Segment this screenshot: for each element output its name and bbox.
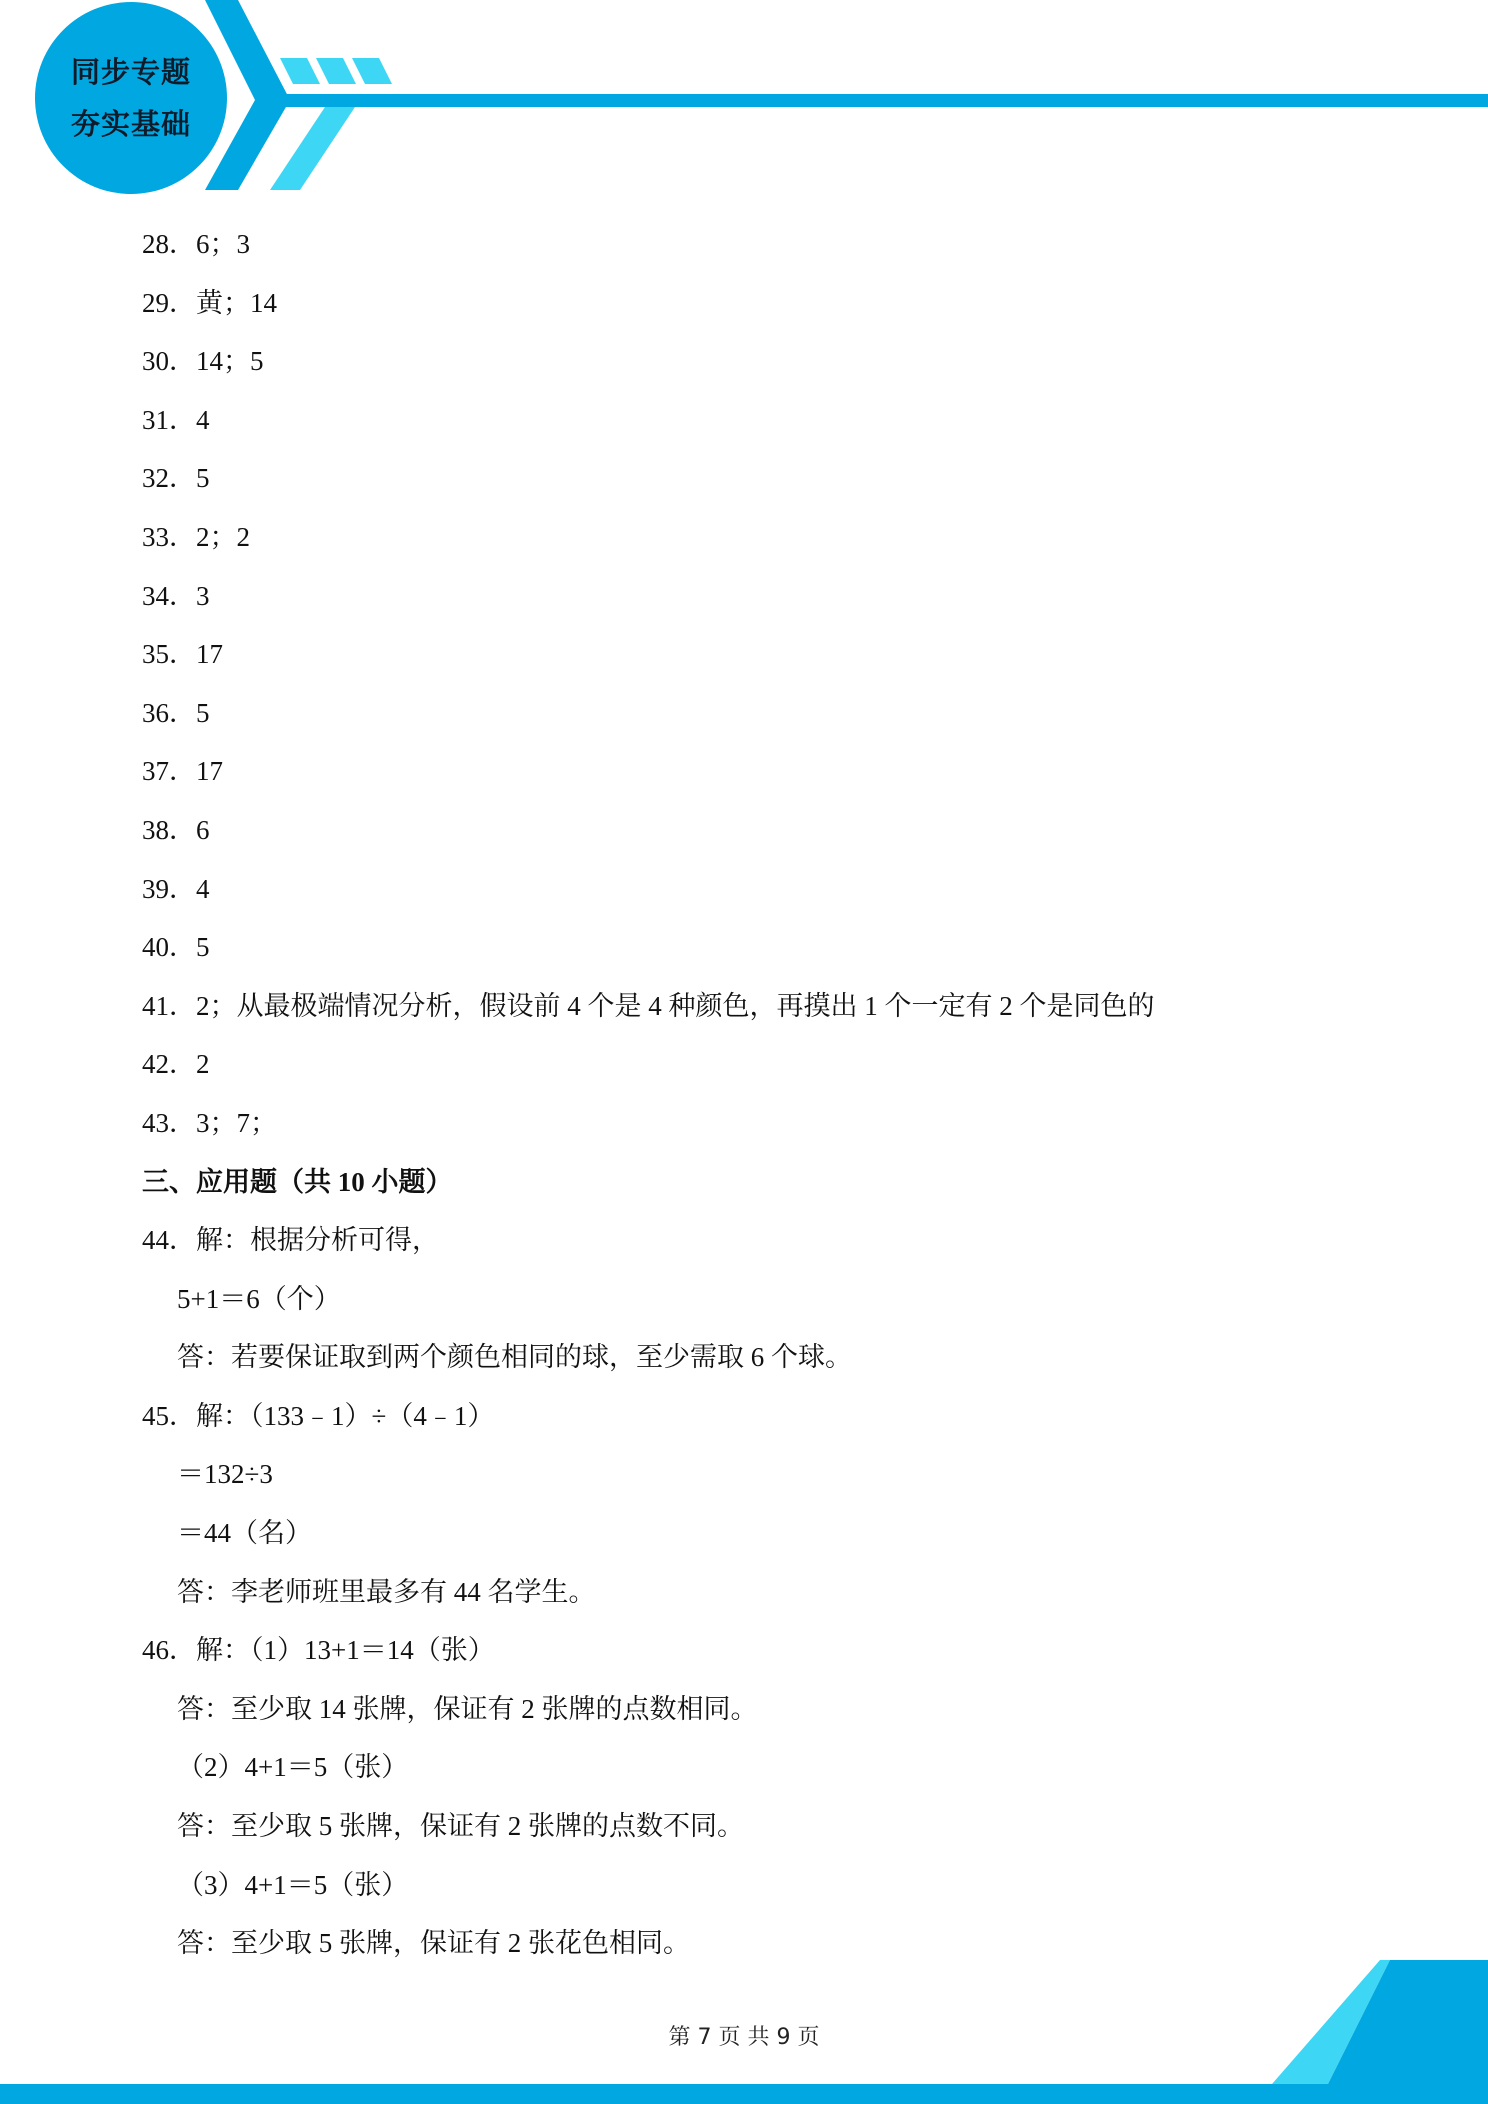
answer-line: （2）4+1＝5（张） xyxy=(177,1752,409,1783)
answer-content xyxy=(142,220,1342,1978)
answer-line: ＝132÷3 xyxy=(177,1459,273,1490)
answer-line: 32．5 xyxy=(142,463,210,494)
answer-line: 38．6 xyxy=(142,814,210,845)
header-accent-stripe xyxy=(270,107,355,190)
answer-line: （3）4+1＝5（张） xyxy=(177,1869,409,1900)
answer-line: 44．解：根据分析可得， xyxy=(142,1225,439,1256)
answer-line: 40．5 xyxy=(142,932,210,963)
answer-line: 39．4 xyxy=(142,873,210,904)
answer-line: 答：李老师班里最多有 44 名学生。 xyxy=(177,1576,596,1607)
answer-line: 37．17 xyxy=(142,756,223,787)
answer-line: 41．2；从最极端情况分析，假设前 4 个是 4 种颜色，再摸出 1 个一定有 2 个是同色的 xyxy=(142,990,1155,1021)
header-dash-3 xyxy=(352,58,392,84)
answer-line: ＝44（名） xyxy=(177,1518,312,1549)
answer-line: 35．17 xyxy=(142,639,223,670)
answer-line: 36．5 xyxy=(142,697,210,728)
answer-line: 31．4 xyxy=(142,404,210,435)
answer-line: 46．解：（1）13+1＝14（张） xyxy=(142,1635,495,1666)
answer-line: 29．黄；14 xyxy=(142,287,277,318)
answer-line: 34．3 xyxy=(142,580,210,611)
answer-line: 答：若要保证取到两个颜色相同的球，至少需取 6 个球。 xyxy=(177,1342,852,1373)
answer-line: 答：至少取 5 张牌，保证有 2 张牌的点数不同。 xyxy=(177,1811,744,1842)
answer-line: 43．3；7； xyxy=(142,1107,277,1138)
header-band xyxy=(255,94,1488,107)
badge-line-2: 夯实基础 xyxy=(70,107,191,141)
section-heading: 三、应用题（共 10 小题） xyxy=(142,1166,453,1197)
page-number: 第 7 页 共 9 页 xyxy=(668,2025,820,2050)
answer-line: 30．14；5 xyxy=(142,346,264,377)
header-badge xyxy=(35,2,227,194)
badge-line-1: 同步专题 xyxy=(70,55,191,89)
answer-line: 答：至少取 14 张牌，保证有 2 张牌的点数相同。 xyxy=(177,1693,758,1724)
header-dash-1 xyxy=(280,58,320,84)
answer-line: 答：至少取 5 张牌，保证有 2 张花色相同。 xyxy=(177,1928,690,1959)
answer-line: 33．2；2 xyxy=(142,521,250,552)
footer-band xyxy=(0,2084,1488,2104)
header-dash-2 xyxy=(316,58,356,84)
answer-line: 45．解：（133﹣1）÷（4﹣1） xyxy=(142,1400,495,1431)
answer-line: 5+1＝6（个） xyxy=(177,1283,341,1314)
answer-line: 42．2 xyxy=(142,1049,210,1080)
answer-line: 28．6；3 xyxy=(142,229,250,259)
